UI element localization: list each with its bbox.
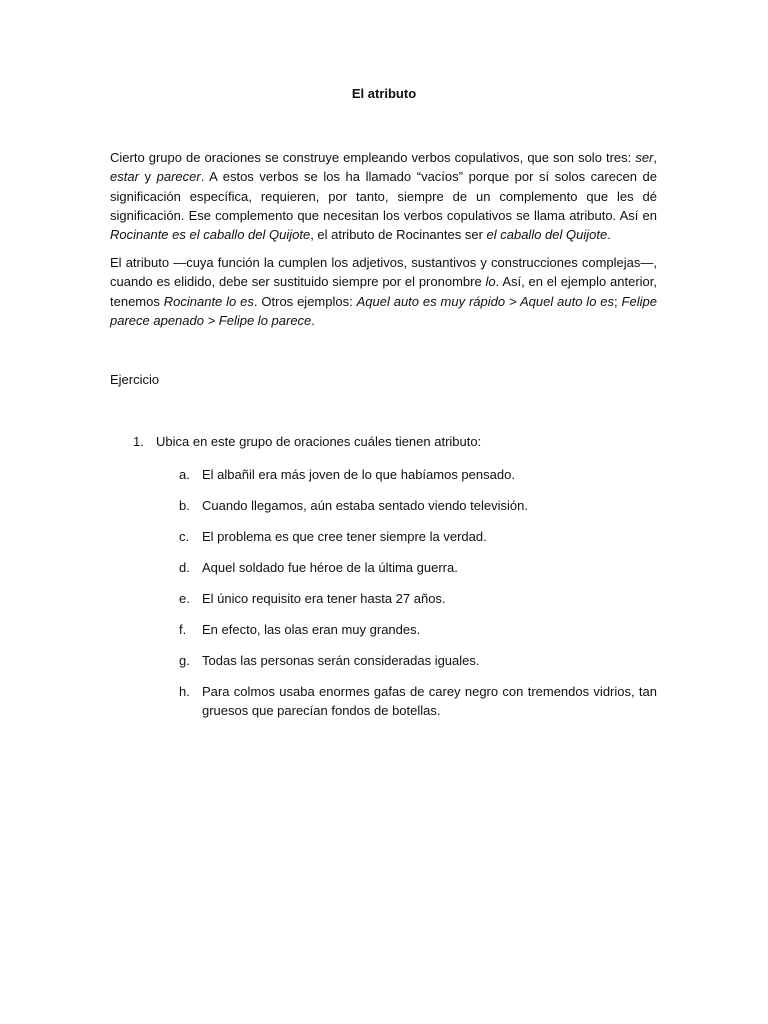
question-number: 1. [133, 434, 144, 449]
item-text: Cuando llegamos, aún estaba sentado viendo televisión. [202, 497, 528, 513]
italic-run: Felipe parece apenado > Felipe lo parece [110, 293, 657, 328]
italic-run: Rocinante lo es [163, 293, 254, 309]
text-run: , el atributo de Rocinantes ser [310, 227, 487, 243]
text-run: Cierto grupo de oraciones se construye empleando verbos copulativos, que son solo tres: [110, 150, 636, 165]
item-letter: d. [179, 559, 190, 575]
list-item [179, 589, 657, 608]
text-run: . [607, 227, 611, 243]
list-item [179, 527, 657, 546]
item-letter: c. [179, 528, 190, 544]
question-text: Ubica en este grupo de oraciones cuáles tienen atributo: [156, 434, 482, 449]
list-item [179, 651, 657, 670]
text-run: ; [614, 293, 622, 309]
text-run: . Así, en el ejemplo anterior, tenemos [110, 274, 657, 309]
italic-run: lo [485, 274, 496, 290]
text-run: El atributo —cuya función la cumplen los adjetivos, sustantivos y construcciones complejas—, cuando es elidido, debe ser sustituido siempre por el pronombre [110, 255, 657, 290]
paragraph-intro [110, 148, 657, 244]
italic-run: Aquel auto es muy rápido > Aquel auto lo es [356, 293, 615, 309]
italic-run: el caballo del Quijote [486, 227, 608, 243]
list-item [179, 465, 657, 484]
item-letter: e. [179, 590, 190, 606]
document-title: El atributo [351, 86, 417, 101]
item-text: En efecto, las olas eran muy grandes. [202, 621, 421, 637]
text-run: . Otros ejemplos: [253, 293, 357, 309]
item-text: Todas las personas serán consideradas iguales. [202, 652, 480, 668]
paragraph-elision [110, 253, 657, 330]
italic-run: Rocinante es el caballo del Quijote [110, 227, 311, 243]
text-run: . [311, 312, 315, 328]
item-letter: b. [179, 497, 190, 513]
item-letter: h. [179, 683, 190, 699]
item-text: El único requisito era tener hasta 27 años. [202, 590, 446, 606]
italic-run: parecer [156, 169, 201, 185]
item-text: Aquel soldado fue héroe de la última guerra. [202, 559, 458, 575]
item-text: El problema es que cree tener siempre la verdad. [202, 528, 487, 544]
item-text: El albañil era más joven de lo que habíamos pensado. [202, 467, 515, 482]
list-item [179, 558, 657, 577]
item-letter: f. [179, 621, 187, 637]
list-item [179, 496, 657, 515]
text-run: y [138, 169, 157, 185]
list-item [179, 620, 657, 639]
list-item [179, 682, 657, 721]
italic-run: estar [110, 169, 139, 185]
section-heading: Ejercicio [110, 372, 160, 387]
text-run: , [653, 150, 657, 165]
item-letter: g. [179, 652, 190, 668]
italic-run: ser [635, 150, 654, 165]
item-letter: a. [179, 467, 190, 482]
exercise-list [179, 465, 657, 732]
item-text: Para colmos usaba enormes gafas de carey negro con tremendos vidrios, tan gruesos que parecían fondos de botellas. [202, 683, 657, 719]
text-run: . A estos verbos se los ha llamado “vacíos” porque por sí solos carecen de significación específica, requieren, por tanto, siempre de un complemento que les dé significación. Ese complemento que necesitan los verbos copulativos se llama atributo. Así en [110, 169, 657, 223]
question-item [133, 434, 663, 449]
